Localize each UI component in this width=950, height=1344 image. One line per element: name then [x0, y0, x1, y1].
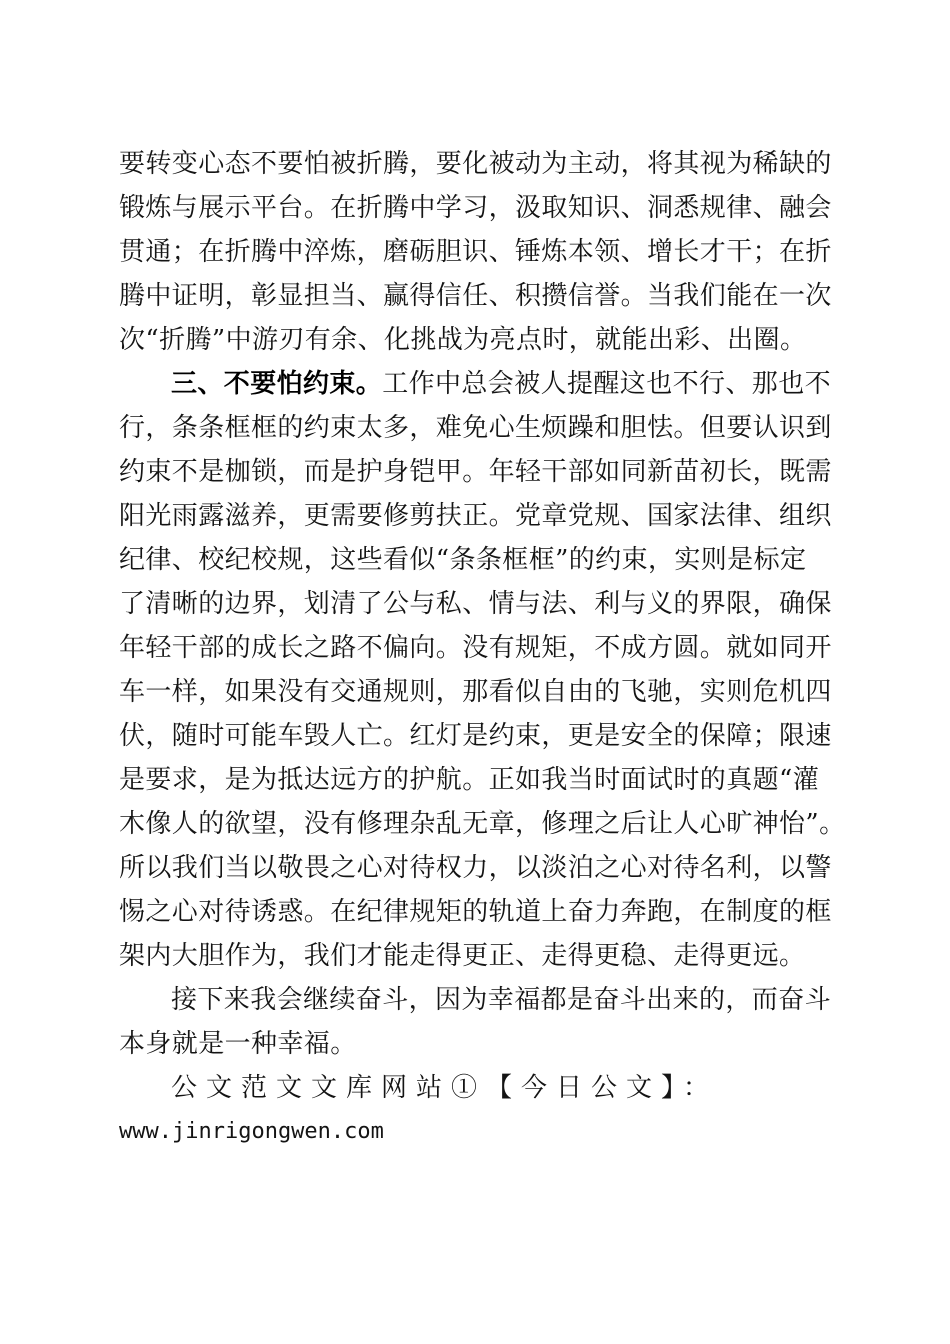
paragraph2-line-7: 年轻干部的成长之路不偏向。没有规矩，不成方圆。就如同开: [119, 633, 832, 663]
paragraph2-first-line-text: 工作中总会被人提醒这也不行、那也不: [382, 369, 832, 399]
paragraph1-line-3: 贯通；在折腾中淬炼，磨砺胆识、锤炼本领、增长才干；在折: [119, 237, 832, 267]
paragraph1-line-1: 要转变心态不要怕被折腾，要化被动为主动，将其视为稀缺的: [119, 149, 832, 179]
paragraph2-line-13: 惕之心对待诱惑。在纪律规矩的轨道上奋力奔跑，在制度的框: [119, 897, 832, 927]
paragraph2-line-11: 木像人的欲望，没有修理杂乱无章，修理之后让人心旷神怡”。: [119, 809, 846, 839]
paragraph2-line-3: 约束不是枷锁，而是护身铠甲。年轻干部如同新苗初长，既需: [119, 457, 832, 487]
paragraph3-line-2: 本身就是一种幸福。: [119, 1029, 357, 1059]
footer-site-label: 公文范文文库网站①【今日公文】：: [171, 1073, 719, 1103]
paragraph2-line-9: 伏，随时可能车毁人亡。红灯是约束，更是安全的保障；限速: [119, 721, 832, 751]
paragraph2-line-2: 行，条条框框的约束太多，难免心生烦躁和胆怯。但要认识到: [119, 413, 832, 443]
paragraph1-line-4: 腾中证明，彰显担当、赢得信任、积攒信誉。当我们能在一次: [119, 281, 832, 311]
paragraph2-line-4: 阳光雨露滋养，更需要修剪扶正。党章党规、国家法律、组织: [119, 501, 832, 531]
section-heading: 三、不要怕约束。: [171, 369, 383, 399]
paragraph2-first-line: [119, 362, 831, 406]
footer-site-url: www.jinrigongwen.com: [119, 1119, 384, 1144]
document-body: [119, 142, 846, 1154]
paragraph2-line-10: 是要求，是为抵达远方的护航。正如我当时面试时的真题“灌: [119, 765, 820, 795]
paragraph3-line-1: 接下来我会继续奋斗，因为幸福都是奋斗出来的，而奋斗: [171, 985, 832, 1015]
paragraph2-line-14: 架内大胆作为，我们才能走得更正、走得更稳、走得更远。: [119, 941, 806, 971]
paragraph2-line-8: 车一样，如果没有交通规则，那看似自由的飞驰，实则危机四: [119, 677, 832, 707]
paragraph1-line-2: 锻炼与展示平台。在折腾中学习，汲取知识、洞悉规律、融会: [119, 193, 832, 223]
paragraph2-line-12: 所以我们当以敬畏之心对待权力，以淡泊之心对待名利，以警: [119, 853, 832, 883]
paragraph2-line-6: 了清晰的边界，划清了公与私、情与法、利与义的界限，确保: [119, 589, 832, 619]
paragraph2-line-5: 纪律、校纪校规，这些看似“条条框框”的约束，实则是标定: [119, 545, 807, 575]
paragraph1-line-5: 次“折腾”中游刃有余、化挑战为亮点时，就能出彩、出圈。: [119, 325, 807, 355]
